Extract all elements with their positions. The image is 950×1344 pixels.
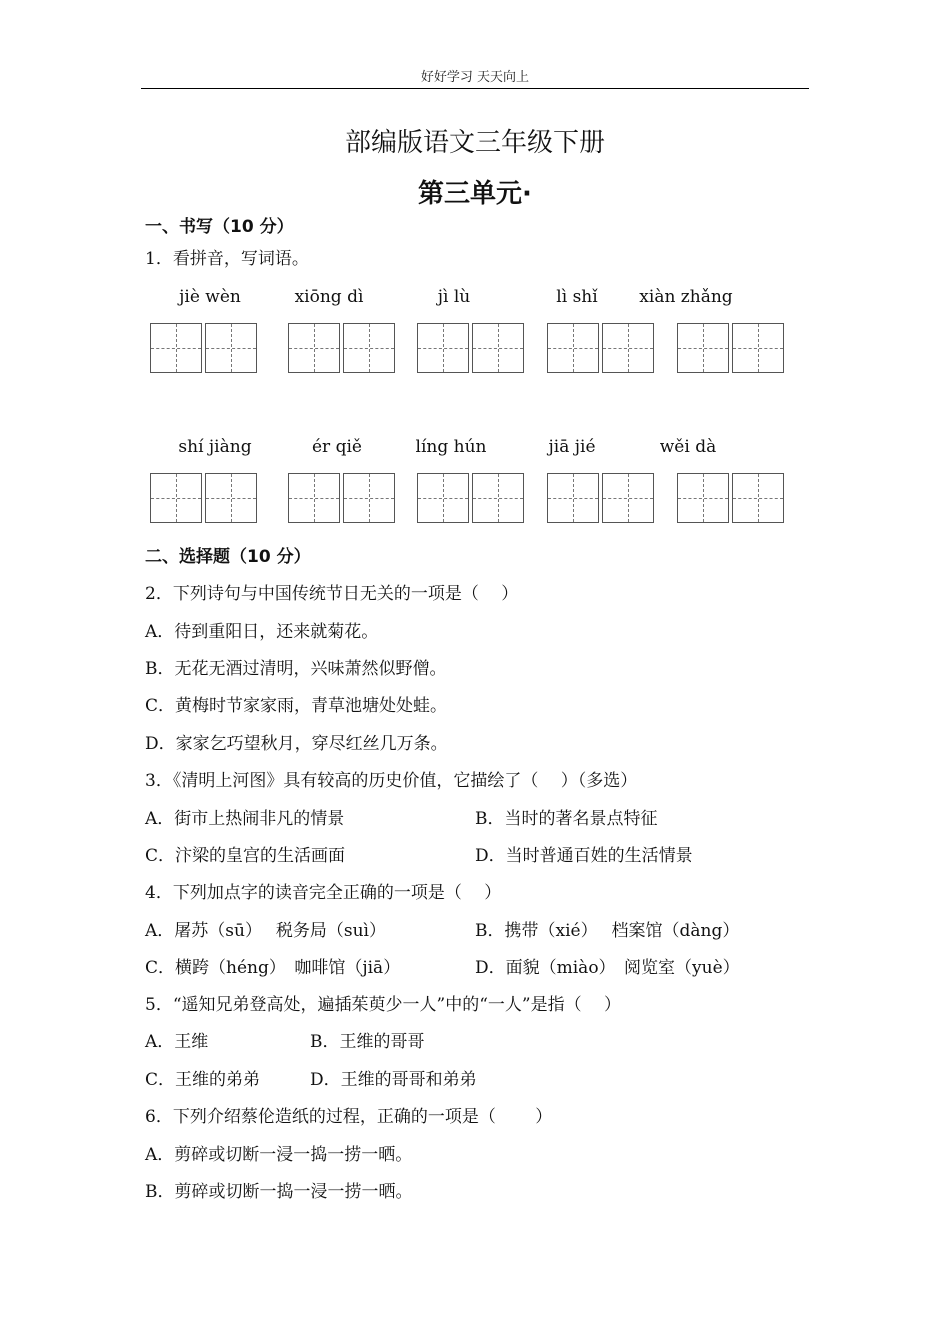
writing-box-pair[interactable] <box>288 323 398 373</box>
tianzi-cell[interactable] <box>288 473 340 523</box>
tianzi-cell[interactable] <box>472 473 524 523</box>
question-5-option-a: A．王维 <box>145 1032 209 1052</box>
question-5-option-c: C．王维的弟弟 <box>145 1070 261 1090</box>
question-6-stem: 6．下列介绍蔡伦造纸的过程，正确的一项是（ ） <box>145 1107 553 1127</box>
writing-box-pair[interactable] <box>417 323 527 373</box>
question-2-option-a: A．待到重阳日，还来就菊花。 <box>145 622 379 642</box>
writing-box-pair[interactable] <box>677 473 787 523</box>
section2-heading: 二、选择题（10 分） <box>145 547 311 567</box>
pinyin-1: jiè wèn <box>179 287 241 307</box>
pinyin-5: xiàn zhǎng <box>639 287 733 307</box>
tianzi-cell[interactable] <box>417 323 469 373</box>
tianzi-cell[interactable] <box>732 473 784 523</box>
question-4-option-a: A．屠苏（sū） 税务局（suì） <box>145 921 386 941</box>
question-6-option-a: A．剪碎或切断一浸一捣一捞一晒。 <box>145 1145 413 1165</box>
section1-heading: 一、书写（10 分） <box>145 217 294 237</box>
tianzi-cell[interactable] <box>732 323 784 373</box>
pinyin-6: shí jiàng <box>178 437 252 457</box>
pinyin-4: lì shǐ <box>556 287 598 307</box>
writing-box-pair[interactable] <box>150 473 260 523</box>
tianzi-cell[interactable] <box>150 473 202 523</box>
question-3-option-d: D．当时普通百姓的生活情景 <box>475 846 693 866</box>
unit-title: 第三单元· <box>418 179 532 209</box>
header-rule <box>141 88 809 89</box>
writing-box-pair[interactable] <box>417 473 527 523</box>
writing-box-pair[interactable] <box>677 323 787 373</box>
writing-box-pair[interactable] <box>547 323 657 373</box>
tianzi-cell[interactable] <box>205 323 257 373</box>
question-5-option-d: D．王维的哥哥和弟弟 <box>310 1070 477 1090</box>
writing-box-pair[interactable] <box>150 323 260 373</box>
question-1-stem: 1．看拼音，写词语。 <box>145 249 309 269</box>
question-4-option-c: C．横跨（héng） 咖啡馆（jiā） <box>145 958 401 978</box>
question-5-stem: 5．“遥知兄弟登高处，遍插茱萸少一人”中的“一人”是指（ ） <box>145 995 621 1015</box>
tianzi-cell[interactable] <box>677 473 729 523</box>
question-4-stem: 4．下列加点字的读音完全正确的一项是（ ） <box>145 883 502 903</box>
question-2-option-b: B．无花无酒过清明，兴味萧然似野僧。 <box>145 659 447 679</box>
question-2-option-d: D．家家乞巧望秋月，穿尽红丝几万条。 <box>145 734 448 754</box>
tianzi-cell[interactable] <box>288 323 340 373</box>
page-header: 好好学习 天天向上 <box>420 70 530 85</box>
question-4-option-b: B．携带（xié） 档案馆（dàng） <box>475 921 740 941</box>
question-2-stem: 2．下列诗句与中国传统节日无关的一项是（ ） <box>145 584 519 604</box>
pinyin-10: wěi dà <box>659 437 717 457</box>
tianzi-cell[interactable] <box>343 323 395 373</box>
question-2-option-c: C．黄梅时节家家雨，青草池塘处处蛙。 <box>145 696 448 716</box>
tianzi-cell[interactable] <box>150 323 202 373</box>
question-4-option-d: D．面貌（miào） 阅览室（yuè） <box>475 958 740 978</box>
tianzi-cell[interactable] <box>547 473 599 523</box>
pinyin-3: jì lù <box>437 287 471 307</box>
pinyin-7: ér qiě <box>312 437 362 457</box>
tianzi-cell[interactable] <box>205 473 257 523</box>
question-6-option-b: B．剪碎或切断一捣一浸一捞一晒。 <box>145 1182 413 1202</box>
tianzi-cell[interactable] <box>343 473 395 523</box>
question-5-option-b: B．王维的哥哥 <box>310 1032 425 1052</box>
tianzi-cell[interactable] <box>472 323 524 373</box>
pinyin-2: xiōng dì <box>294 287 364 307</box>
pinyin-9: jiā jié <box>548 437 596 457</box>
question-3-option-a: A．街市上热闹非凡的情景 <box>145 809 345 829</box>
document-title: 部编版语文三年级下册 <box>344 128 605 158</box>
question-3-stem: 3．《清明上河图》具有较高的历史价值，它描绘了（ ）（多选） <box>145 771 638 791</box>
tianzi-cell[interactable] <box>417 473 469 523</box>
tianzi-cell[interactable] <box>602 323 654 373</box>
tianzi-cell[interactable] <box>677 323 729 373</box>
tianzi-cell[interactable] <box>547 323 599 373</box>
question-3-option-c: C．汴梁的皇宫的生活画面 <box>145 846 346 866</box>
writing-box-pair[interactable] <box>288 473 398 523</box>
tianzi-cell[interactable] <box>602 473 654 523</box>
pinyin-8: líng hún <box>415 437 487 457</box>
question-3-option-b: B．当时的著名景点特征 <box>475 809 658 829</box>
writing-box-pair[interactable] <box>547 473 657 523</box>
